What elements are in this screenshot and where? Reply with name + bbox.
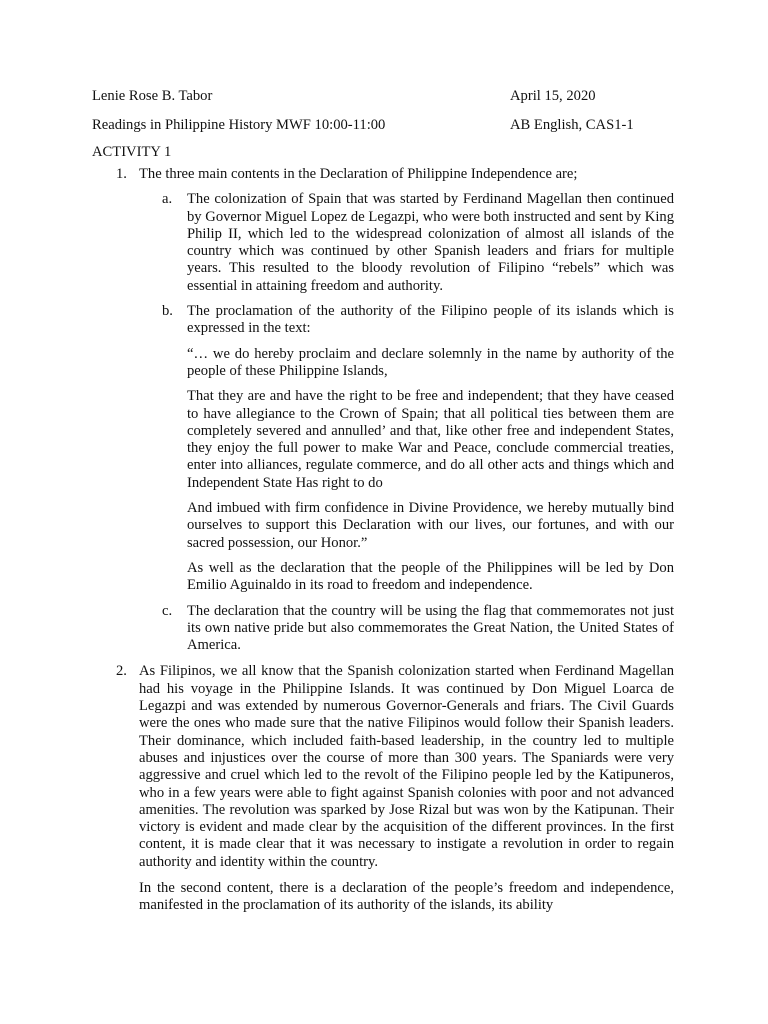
document-date: April 15, 2020 xyxy=(510,88,596,104)
sub-item-a xyxy=(0,191,768,295)
sub-item-c xyxy=(0,603,768,655)
sub-item-a-text: The colonization of Spain that was started by Ferdinand Magellan then continued by Governor Miguel Lopez de Legazpi, who were both instructed and sent by King Philip II, which led to the widespread colonization of almost all islands of the country which was continued by other Spanish leaders and friars for multiple years. This resulted to the bloody revolution of Filipino “rebels” which was essential in attaining freedom and authority. xyxy=(187,191,674,294)
list-item-1 xyxy=(0,166,768,183)
quote-paragraph-1: “… we do hereby proclaim and declare solemnly in the name by authority of the people of these Philippine Islands, xyxy=(187,345,674,379)
document-body xyxy=(0,166,768,915)
sub-item-letter: a. xyxy=(162,191,173,208)
course-schedule: Readings in Philippine History MWF 10:00-11:00 xyxy=(92,117,386,133)
sub-item-b-text: The proclamation of the authority of the Filipino people of its islands which is expressed in the text: xyxy=(187,303,674,337)
program-section: AB English, CAS1-1 xyxy=(510,117,634,133)
item-number: 1. xyxy=(116,166,127,182)
sub-item-b xyxy=(0,303,768,338)
item-number: 2. xyxy=(116,663,127,680)
quote-paragraph-2: That they are and have the right to be free and independent; that they have ceased to have allegiance to the Crown of Spain; that all political ties between them are completely severed and annulled’ and that, like other free and independent States, they enjoy the full power to make War and Peace, conclude commercial treaties, enter into alliances, regulate commerce, and do all other acts and things which and Independent State Has right to do xyxy=(187,388,674,491)
activity-title: ACTIVITY 1 xyxy=(92,144,172,160)
sub-item-b-followup: As well as the declaration that the people of the Philippines will be led by Don Emilio Aguinaldo in its road to freedom and independence. xyxy=(187,559,674,594)
sub-item-c-text: The declaration that the country will be using the flag that commemorates not just its own native pride but also commemorates the Great Nation, the United States of America. xyxy=(187,602,674,654)
sub-item-letter: b. xyxy=(162,303,173,320)
list-item-2 xyxy=(0,663,768,871)
item-2-paragraph-2: In the second content, there is a declaration of the people’s freedom and independence, manifested in the proclamation of its authority of the islands, its ability xyxy=(139,879,674,914)
item-2-text: As Filipinos, we all know that the Spanish colonization started when Ferdinand Magellan had his voyage in the Philippine Islands. It was continued by Don Miguel Loarca de Legazpi and was extended by numerous Governor-Generals and friars. The Civil Guards were the ones who made sure that the native Filipinos would follow their Spanish leaders. Their dominance, which included faith-based leadership, in the country led to multiple abuses and injustices over the course of more than 300 years. The Spaniards were very aggressive and cruel which led to the revolt of the Filipino people led by the Katipuneros, who in a few years were able to fight against Spanish colonies with poor and not advanced amenities. The revolution was sparked by Jose Rizal but was won by the Katipunan. Their victory is evident and made clear by the acquisition of the different provinces. In the first content, it is made clear that it was necessary to instigate a revolution in order to regain authority and identity within the country. xyxy=(139,663,674,870)
author-name: Lenie Rose B. Tabor xyxy=(92,88,213,104)
quote-paragraph-3: And imbued with firm confidence in Divine Providence, we hereby mutually bind ourselves to support this Declaration with our lives, our fortunes, and with our sacred possession, our Honor.” xyxy=(187,500,674,551)
sub-item-letter: c. xyxy=(162,602,173,619)
item-1-text: The three main contents in the Declaration of Philippine Independence are; xyxy=(139,166,578,182)
